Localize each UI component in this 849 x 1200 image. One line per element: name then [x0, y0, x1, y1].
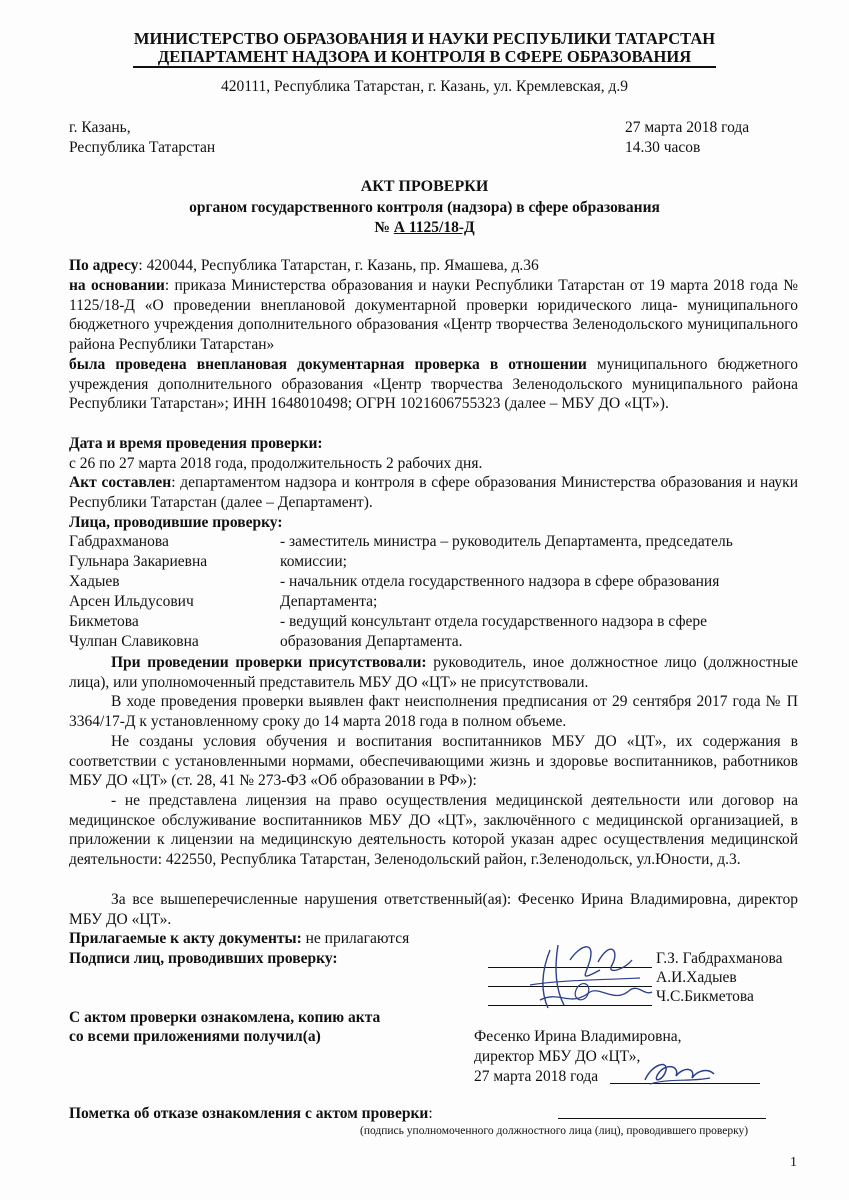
place-republic: Республика Татарстан [69, 139, 216, 156]
inspector-first-name: Гульнара Закариевна [69, 553, 208, 570]
ack-position: директор МБУ ДО «ЦТ», [474, 1048, 641, 1065]
refusal-signature-line [558, 1118, 766, 1119]
fact-paragraph: В ходе проведения проверки выявлен факт неисполнения предписания от 29 сентября 2017 года № П 3364/17-Д к установленному сроку до 14 марта 2018 года в полном объеме. [69, 693, 798, 730]
attachments-label: Прилагаемые к акту документы: [69, 930, 302, 947]
inspector-last-name: Бикметова [69, 613, 139, 630]
inspection-paragraph: была проведена внеплановая документарная проверка в отношении муниципального бюджетного учреждения дополнительного образования «Центр творчества Зеленодольского муниципального района Республики Татарстан»; ИНН 1648010498; ОГРН 1021606755323 (далее – МБУ ДО «ЦТ»). [69, 356, 798, 413]
ministry-heading: МИНИСТЕРСТВО ОБРАЗОВАНИЯ И НАУКИ РЕСПУБЛИКИ ТАТАРСТАН [133, 29, 716, 48]
present-label: При проведении проверки присутствовали: [111, 654, 427, 671]
inspector-row [69, 573, 798, 593]
handwritten-signatures-image [520, 930, 660, 1015]
inspector-first-name: Арсен Ильдусович [69, 593, 194, 610]
place-city: г. Казань, [69, 119, 131, 136]
act-date: 27 марта 2018 года [625, 119, 750, 136]
conditions-paragraph: Не созданы условия обучения и воспитания воспитанников МБУ ДО «ЦТ», их содержания в соответствии с установленными нормами, обеспечивающими жизнь и здоровье воспитанников, работников МБУ ДО «ЦТ» (ст. 28, 41 № 273-ФЗ «Об образовании в РФ»): [69, 733, 798, 790]
header-address: 420111, Республика Татарстан, г. Казань, ул. Кремлевская, д.9 [220, 78, 629, 95]
basis-paragraph: на основании: приказа Министерства образования и науки Республики Татарстан от 19 марта 2018 года № 1125/18-Д «О проведении внеплановой документарной проверки юридического лица- муниципального бюджетного учреждения дополнительного образования «Центр творчества Зеленодольского муниципального района Республики Татарстан» [69, 277, 798, 353]
inspectors-label: Лица, проводившие проверку: [69, 514, 283, 531]
attachments-line: Прилагаемые к акту документы: не прилагаются [69, 930, 410, 947]
address-label: По адресу [69, 257, 139, 274]
act-time: 14.30 часов [625, 139, 701, 156]
responsible-paragraph: За все вышеперечисленные нарушения ответственный(ая): Фесенко Ирина Владимировна, директор МБУ ДО «ЦТ». [69, 891, 798, 928]
department-heading: ДЕПАРТАМЕНТ НАДЗОРА И КОНТРОЛЯ В СФЕРЕ ОБРАЗОВАНИЯ [157, 47, 692, 66]
inspector-row [69, 613, 798, 633]
compiled-paragraph: Акт составлен: департаментом надзора и контроля в сфере образования Министерства образования и науки Республики Татарстан (далее – Департамент). [69, 474, 798, 511]
act-number: № А 1125/18-Д [374, 219, 475, 236]
inspector-row [69, 593, 798, 613]
address-paragraph: По адресу: 420044, Республика Татарстан, г. Казань, пр. Ямашева, д.36 [69, 257, 539, 274]
inspector-role: - ведущий консультант отдела государственного надзора в сфере [280, 613, 707, 630]
basis-label: на основании [69, 277, 165, 294]
refusal-line: Пометка об отказе ознакомления с актом проверки: [69, 1105, 433, 1122]
inspector-role: - заместитель министра – руководитель Департамента, председатель [280, 533, 733, 550]
act-number-value: А 1125/18-Д [393, 219, 475, 236]
inspector-row [69, 533, 798, 553]
dates-text: с 26 по 27 марта 2018 года, продолжительность 2 рабочих дня. [69, 455, 483, 472]
inspector-role: - начальник отдела государственного надзора в сфере образования [280, 573, 720, 590]
inspection-label: была проведена внеплановая документарная проверка в отношении [69, 356, 587, 373]
inspector-role-cont: комиссии; [280, 553, 347, 570]
license-paragraph: - не представлена лицензия на право осуществления медицинской деятельности или договор на медицинское обслуживание воспитанников МБУ ДО «ЦТ», заключённого с медицинской организацией, в приложении к лицензии на медицинскую деятельность которой указан адрес осуществления медицинской деятельности: 422550, Республика Татарстан, Зеленодольский район, г.Зеленодольск, ул.Юности, д.3. [69, 792, 798, 868]
signer-name: Ч.С.Бикметова [656, 988, 754, 1005]
inspector-last-name: Хадыев [69, 573, 120, 590]
inspector-role-cont: Департамента; [280, 593, 378, 610]
act-title: АКТ ПРОВЕРКИ [360, 178, 489, 195]
page-number: 1 [790, 1155, 797, 1170]
signer-name: А.И.Хадыев [656, 969, 737, 986]
inspector-row [69, 633, 798, 653]
compiled-label: Акт составлен [69, 474, 172, 491]
ack-line-2: со всеми приложениями получил(а) [69, 1028, 321, 1045]
inspector-role-cont: образования Департамента. [280, 633, 463, 650]
header-rule [133, 66, 716, 68]
inspector-last-name: Габдрахманова [69, 533, 169, 550]
present-paragraph: При проведении проверки присутствовали: руководитель, иное должностное лицо (должностные лица), или уполномоченный представитель МБУ ДО «ЦТ» не присутствовали. [69, 654, 798, 691]
dates-label: Дата и время проведения проверки: [69, 435, 323, 452]
ack-line-1: С актом проверки ознакомлена, копию акта [69, 1009, 381, 1026]
ack-date: 27 марта 2018 года [474, 1068, 599, 1085]
refusal-label: Пометка об отказе ознакомления с актом проверки [69, 1105, 429, 1122]
signatures-label: Подписи лиц, проводивших проверку: [69, 950, 338, 967]
signer-name: Г.З. Габдрахманова [656, 950, 783, 967]
inspector-row [69, 553, 798, 573]
inspector-first-name: Чулпан Славиковна [69, 633, 199, 650]
ack-person: Фесенко Ирина Владимировна, [474, 1028, 682, 1045]
ack-signature-image [640, 1056, 720, 1090]
refusal-caption: (подпись уполномоченного должностного лица (лиц), проводившего проверку) [360, 1125, 749, 1137]
act-subtitle: органом государственного контроля (надзора) в сфере образования [189, 199, 660, 216]
